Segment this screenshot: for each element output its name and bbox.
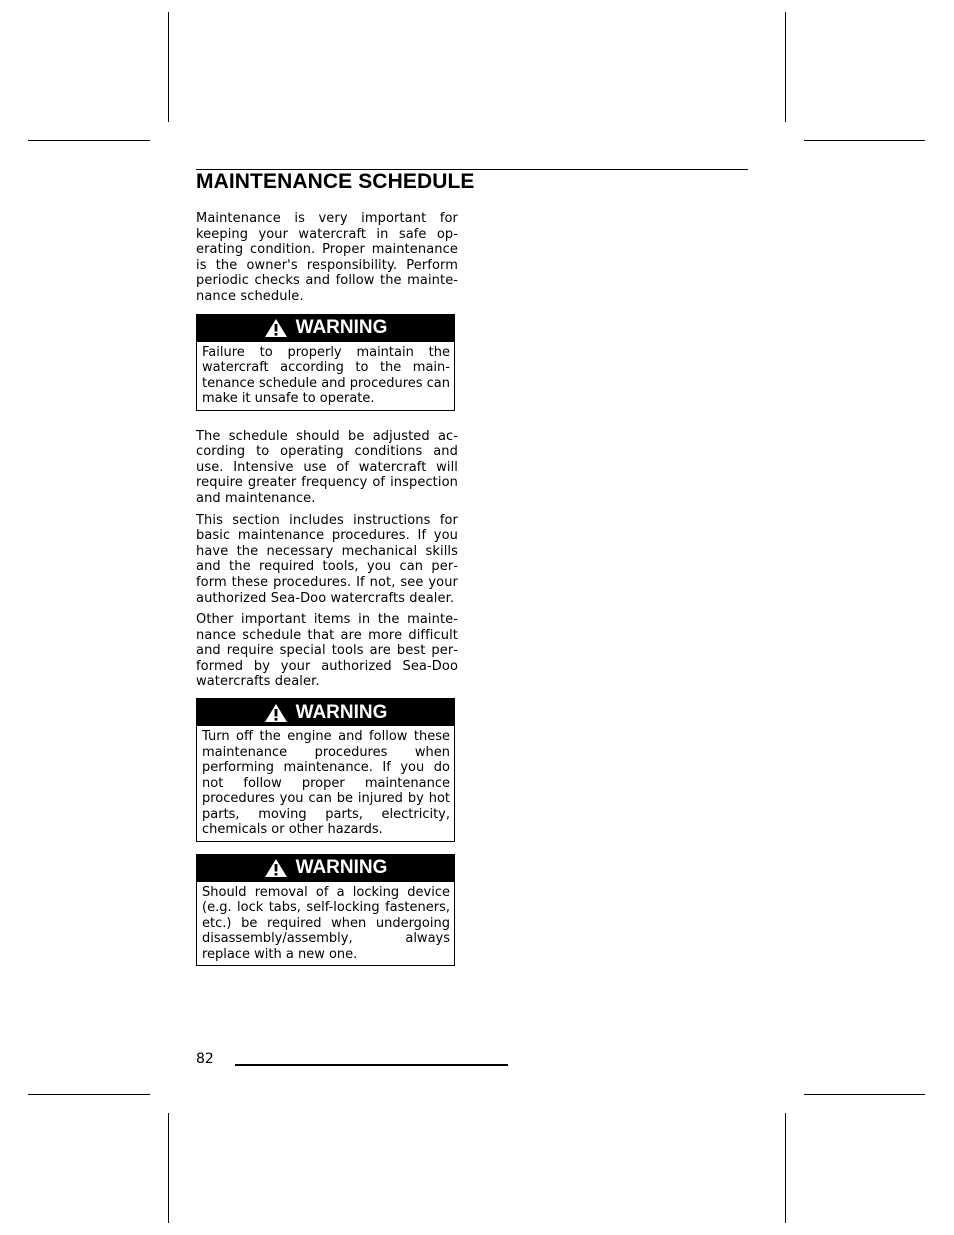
body-paragraph: Other important items in the maintenance schedule that are more difficult and require special tools are best performed by your authorized Sea-Doo watercrafts dealer. xyxy=(196,612,458,690)
warning-box xyxy=(196,854,455,967)
crop-mark xyxy=(804,140,925,141)
warning-text: Failure to properly maintain the watercraft according to the maintenance schedule and procedures can make it unsafe to operate. xyxy=(202,344,451,407)
crop-mark xyxy=(785,1113,786,1223)
content-column xyxy=(196,211,458,966)
warning-box xyxy=(196,698,455,842)
crop-mark xyxy=(804,1094,925,1095)
crop-mark xyxy=(28,140,150,141)
crop-mark xyxy=(785,12,786,122)
warning-label: WARNING xyxy=(295,857,388,879)
footer-rule xyxy=(235,1064,508,1066)
crop-mark xyxy=(168,12,169,122)
warning-text: Should removal of a locking device (e.g. lock tabs, self-locking fasteners, etc.) be required when undergoing disassembly/assembly, always replace with a new one. xyxy=(202,884,450,962)
warning-header xyxy=(197,855,454,882)
warning-text: Turn off the engine and follow these maintenance procedures when performing maintenance. If you do not follow proper maintenance procedures you can be injured by hot parts, moving parts, electricity, chemicals or other hazards. xyxy=(202,729,450,838)
body-paragraph: The schedule should be adjusted according to operating conditions and use. Intensive use of watercraft will require greater frequency of inspection and maintenance. xyxy=(196,428,458,506)
page-title: MAINTENANCE SCHEDULE xyxy=(196,170,475,193)
warning-triangle-icon xyxy=(264,318,288,338)
page-number: 82 xyxy=(196,1051,214,1067)
crop-mark xyxy=(168,1113,169,1223)
warning-triangle-icon xyxy=(264,858,288,878)
warning-header xyxy=(197,699,454,726)
intro-paragraph: Maintenance is very important for keeping your watercraft in safe operating condition. Proper maintenance is the owner's responsibility. Perform periodic checks and follow the maintenance schedule. xyxy=(196,211,458,304)
warning-label: WARNING xyxy=(295,701,388,723)
crop-mark xyxy=(28,1094,150,1095)
warning-header xyxy=(197,315,454,342)
warning-box xyxy=(196,314,455,411)
warning-triangle-icon xyxy=(264,703,288,723)
warning-label: WARNING xyxy=(295,317,388,339)
body-paragraph: This section includes instructions for basic maintenance procedures. If you have the necessary mechanical skills and the required tools, you can perform these procedures. If not, see your authorized Sea-Doo watercrafts dealer. xyxy=(196,512,458,606)
